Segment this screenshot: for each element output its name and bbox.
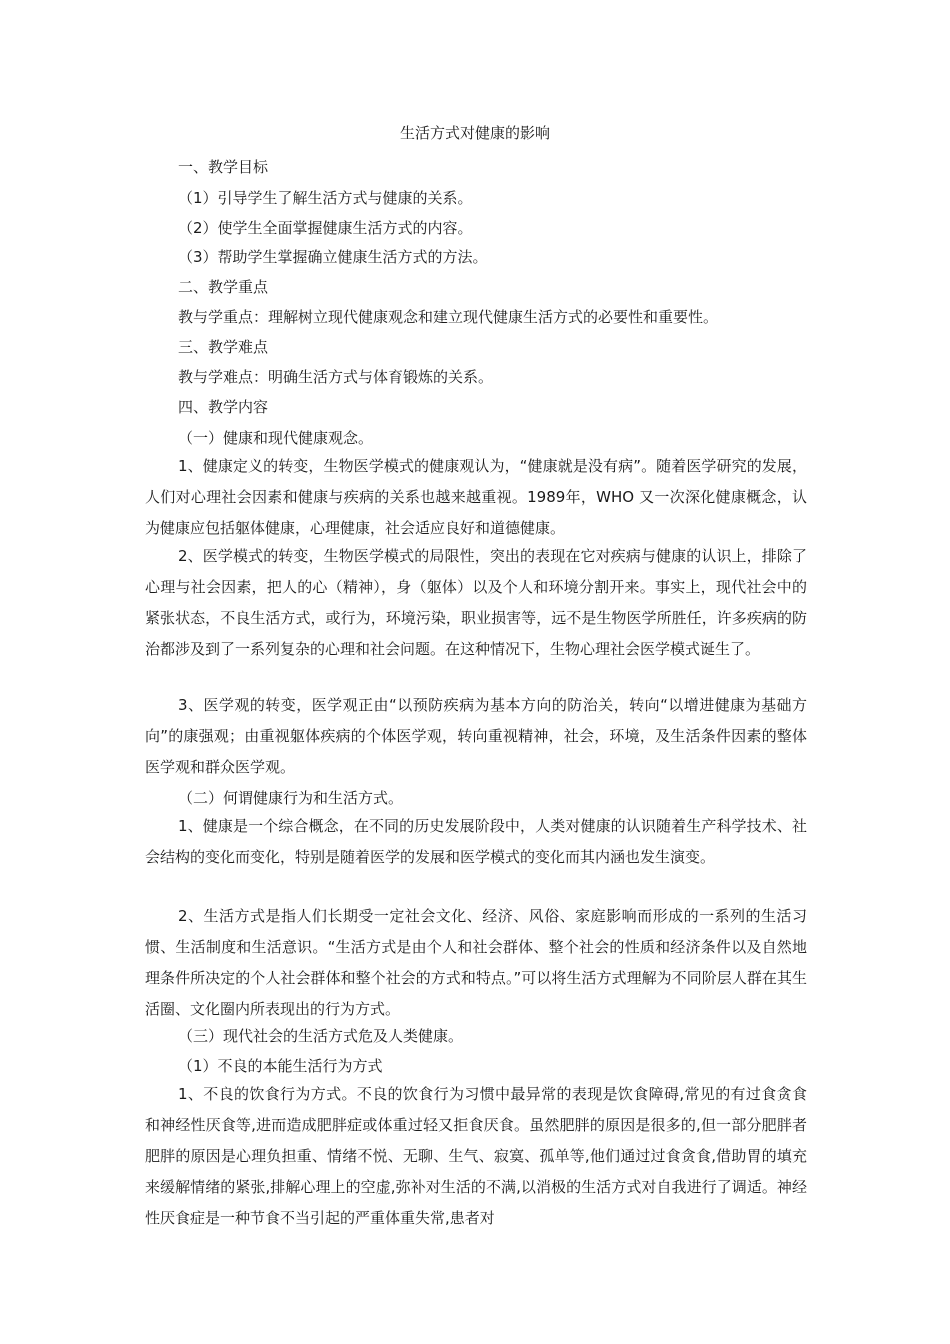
paragraph-lifestyle-definition: 2、生活方式是指人们长期受一定社会文化、经济、风俗、家庭影响而形成的一系列的生活习惯、生活制度和生活意识。“生活方式是由个人和社会群体、整个社会的性质和经济条件以及自然地理条件所决定的个人社会群体和整个社会的方式和特点。”可以将生活方式理解为不同阶层人群在其生活圈、文化圈内所表现出的行为方式。 (145, 907, 807, 1018)
paragraph-medical-view: 3、医学观的转变，医学观正由“以预防疾病为基本方向的防治关，转向“以增进健康为基础方向”的康强观；由重视躯体疾病的个体医学观，转向重视精神，社会，环境，及生活条件因素的整体医学观和群众医学观。 (145, 696, 807, 776)
subsection-heading-1: （一）健康和现代健康观念。 (178, 429, 374, 447)
goal-item-1: （1）引导学生了解生活方式与健康的关系。 (178, 189, 473, 207)
goal-item-3: （3）帮助学生掌握确立健康生活方式的方法。 (178, 248, 488, 266)
section-heading-difficulties: 三、教学难点 (178, 338, 269, 356)
paragraph-medical-model: 2、医学模式的转变，生物医学模式的局限性，突出的表现在它对疾病与健康的认识上，排除了心理与社会因素，把人的心（精神），身（躯体）以及个人和环境分割开来。事实上，现代社会中的紧张状态，不良生活方式，或行为，环境污染，职业损害等，远不是生物医学所胜任，许多疾病的防治都涉及到了一系列复杂的心理和社会问题。在这种情况下，生物心理社会医学模式诞生了。 (145, 547, 807, 658)
paragraph-health-definition: 1、健康定义的转变，生物医学模式的健康观认为，“健康就是没有病”。随着医学研究的发展，人们对心理社会因素和健康与疾病的关系也越来越重视。1989年，WHO 又一次深化健康概念，认为健康应包括躯体健康，心理健康，社会适应良好和道德健康。 (145, 457, 807, 537)
paragraph-health-concept: 1、健康是一个综合概念，在不同的历史发展阶段中，人类对健康的认识随着生产科学技术、社会结构的变化而变化，特别是随着医学的发展和医学模式的变化而其内涵也发生演变。 (145, 817, 807, 866)
section-heading-goals: 一、教学目标 (178, 158, 269, 176)
subsection-heading-3-1: （1）不良的本能生活行为方式 (178, 1057, 383, 1075)
subsection-heading-3: （三）现代社会的生活方式危及人类健康。 (178, 1027, 464, 1045)
difficulties-text: 教与学难点：明确生活方式与体育锻炼的关系。 (178, 368, 494, 386)
section-heading-key-points: 二、教学重点 (178, 278, 269, 296)
section-heading-content: 四、教学内容 (178, 398, 269, 416)
key-points-text: 教与学重点：理解树立现代健康观念和建立现代健康生活方式的必要性和重要性。 (178, 308, 719, 326)
goal-item-2: （2）使学生全面掌握健康生活方式的内容。 (178, 219, 473, 237)
paragraph-eating-behavior: 1、不良的饮食行为方式。不良的饮食行为习惯中最异常的表现是饮食障碍,常见的有过食贪食和神经性厌食等,进而造成肥胖症或体重过轻又拒食厌食。虽然肥胖的原因是很多的,但一部分肥胖者肥胖的原因是心理负担重、情绪不悦、无聊、生气、寂寞、孤单等,他们通过过食贪食,借助胃的填充来缓解情绪的紧张,排解心理上的空虚,弥补对生活的不满,以消极的生活方式对自我进行了调适。神经性厌食症是一种节食不当引起的严重体重失常,患者对 (145, 1085, 807, 1227)
subsection-heading-2: （二）何谓健康行为和生活方式。 (178, 789, 404, 807)
document-title: 生活方式对健康的影响 (399, 124, 550, 142)
